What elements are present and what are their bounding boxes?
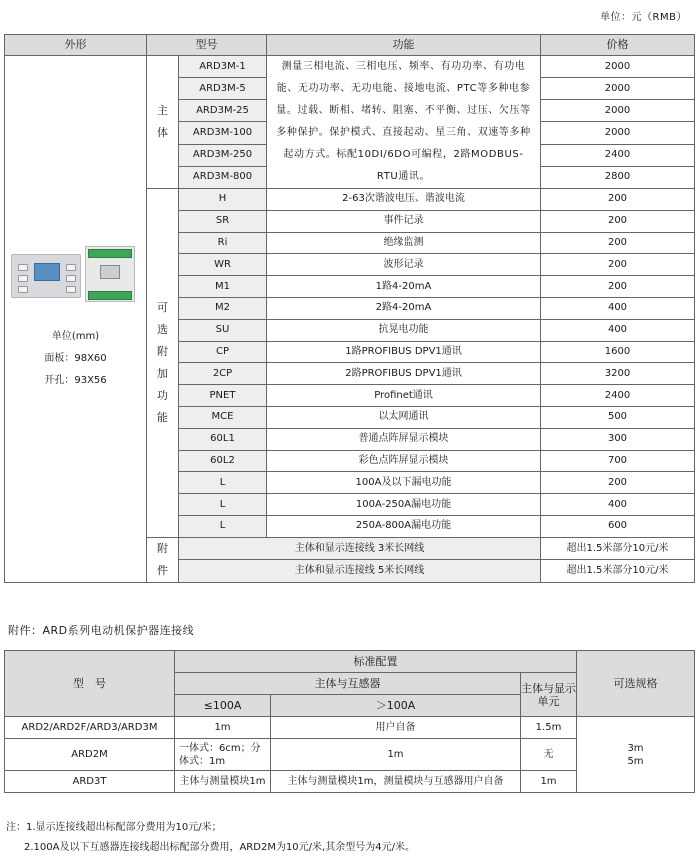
model-cell: PNET [179, 385, 267, 407]
function-cell: 1路4-20mA [267, 276, 541, 298]
cable-model: ARD2/ARD2F/ARD3/ARD3M [5, 717, 175, 739]
model-cell: ARD3M-800 [179, 166, 267, 188]
cable-header-gt100: ＞100A [271, 695, 521, 717]
price-cell: 200 [541, 210, 695, 232]
vertical-label-text: 可选附加功能 [157, 300, 168, 424]
price-cell: 200 [541, 189, 695, 211]
model-cell: ARD3M-25 [179, 100, 267, 122]
function-cell: Profinet通讯 [267, 385, 541, 407]
price-cell: 1600 [541, 341, 695, 363]
model-cell: SR [179, 210, 267, 232]
model-cell: WR [179, 254, 267, 276]
model-cell: 60L2 [179, 450, 267, 472]
model-cell: L [179, 472, 267, 494]
cable-model: ARD2M [5, 739, 175, 771]
price-cell: 2000 [541, 100, 695, 122]
function-cell: 以太网通讯 [267, 406, 541, 428]
optional-functions-label [147, 189, 179, 538]
table-row [5, 56, 695, 78]
note-1: 注：1.显示连接线超出标配部分费用为10元/米； [6, 822, 222, 833]
price-cell: 2400 [541, 385, 695, 407]
price-cell: 400 [541, 319, 695, 341]
price-cell: 3200 [541, 363, 695, 385]
price-cell: 2400 [541, 144, 695, 166]
model-cell: ARD3M-1 [179, 56, 267, 78]
price-cell: 超出1.5米部分10元/米 [541, 537, 695, 560]
function-cell: 2路4-20mA [267, 297, 541, 319]
price-cell: 200 [541, 276, 695, 298]
header-function: 功能 [267, 35, 541, 56]
product-image [11, 246, 141, 302]
header-price: 价格 [541, 35, 695, 56]
cable-optional-specs [577, 717, 695, 793]
main-function-description: 测量三相电流、三相电压、频率、有功功率、有功电能、无功功率、无功电能、接地电流、PTC等多种电参量。过载、断相、堵转、阻塞、不平衡、过压、欠压等多种保护。保护模式、直接起动、星三角、双速等多种起动方式。标配10DI/6DO可编程，2路MODBUS-RTU通讯。 [267, 56, 541, 189]
cutout-size: 开孔：93X56 [44, 374, 107, 386]
price-cell: 2000 [541, 78, 695, 100]
price-cell: 300 [541, 428, 695, 450]
model-cell: L [179, 515, 267, 537]
dimension-unit: 单位(mm) [51, 330, 100, 342]
note-2: 2.100A及以下互感器连接线超出标配部分费用，ARD2M为10元/米,其余型号为4元/米。 [24, 842, 415, 853]
model-cell: CP [179, 341, 267, 363]
cable-header-model: 型 号 [5, 651, 175, 717]
price-cell: 200 [541, 232, 695, 254]
accessory-description: 主体和显示连接线 3米长网线 [179, 537, 541, 560]
function-cell: 100A-250A漏电功能 [267, 494, 541, 516]
vertical-label-text: 主体 [157, 104, 168, 139]
price-cell: 2000 [541, 122, 695, 144]
model-cell: 2CP [179, 363, 267, 385]
price-cell: 500 [541, 406, 695, 428]
price-cell: 600 [541, 515, 695, 537]
unit-note: 单位：元（RMB） [600, 12, 687, 23]
model-cell: Ri [179, 232, 267, 254]
accessory-description: 主体和显示连接线 5米长网线 [179, 560, 541, 583]
model-cell: H [179, 189, 267, 211]
cable-optional-value: 5m [627, 755, 644, 767]
function-cell: 250A-800A漏电功能 [267, 515, 541, 537]
price-cell: 超出1.5米部分10元/米 [541, 560, 695, 583]
function-cell: 1路PROFIBUS DPV1通讯 [267, 341, 541, 363]
price-table-header [5, 35, 695, 56]
header-model: 型号 [147, 35, 267, 56]
model-cell: M1 [179, 276, 267, 298]
main-body-label [147, 56, 179, 189]
function-cell: 2-63次谐波电压、谐波电流 [267, 189, 541, 211]
function-cell: 绝缘监测 [267, 232, 541, 254]
cable-optional-value: 3m [627, 742, 644, 754]
cable-le100: 一体式：6cm；分体式：1m [175, 739, 271, 771]
price-cell: 400 [541, 297, 695, 319]
cable-gt100: 1m [271, 739, 521, 771]
cable-gt100: 主体与测量模块1m，测量模块与互感器用户自备 [271, 771, 521, 793]
price-cell: 2000 [541, 56, 695, 78]
cable-model: ARD3T [5, 771, 175, 793]
panel-size: 面板：98X60 [44, 352, 107, 364]
price-cell: 200 [541, 472, 695, 494]
cable-header-standard: 标准配置 [175, 651, 577, 673]
cable-display: 无 [521, 739, 577, 771]
model-cell: ARD3M-5 [179, 78, 267, 100]
model-cell: SU [179, 319, 267, 341]
model-cell: ARD3M-250 [179, 144, 267, 166]
cable-header-le100: ≤100A [175, 695, 271, 717]
cable-table [4, 650, 695, 793]
model-cell: M2 [179, 297, 267, 319]
cable-header-optional: 可选规格 [577, 651, 695, 717]
vertical-label-text: 附件 [157, 541, 168, 577]
function-cell: 波形记录 [267, 254, 541, 276]
function-cell: 100A及以下漏电功能 [267, 472, 541, 494]
cable-header-main-ct: 主体与互感器 [175, 673, 521, 695]
price-cell: 700 [541, 450, 695, 472]
function-cell: 普通点阵屏显示模块 [267, 428, 541, 450]
header-appearance: 外形 [5, 35, 147, 56]
model-cell: ARD3M-100 [179, 122, 267, 144]
price-cell: 400 [541, 494, 695, 516]
notes [6, 818, 415, 858]
cable-section-title: 附件：ARD系列电动机保护器连接线 [8, 624, 195, 637]
product-image-cell [5, 56, 147, 583]
accessory-label [147, 537, 179, 582]
price-cell: 2800 [541, 166, 695, 188]
cable-header-main-display: 主体与显示单元 [521, 673, 577, 717]
function-cell: 2路PROFIBUS DPV1通讯 [267, 363, 541, 385]
function-cell: 抗晃电功能 [267, 319, 541, 341]
display-panel-image [11, 254, 81, 298]
cable-display: 1.5m [521, 717, 577, 739]
function-cell: 事件记录 [267, 210, 541, 232]
table-row [5, 717, 695, 739]
price-table [4, 34, 695, 583]
cable-gt100: 用户自备 [271, 717, 521, 739]
model-cell: 60L1 [179, 428, 267, 450]
function-cell: 彩色点阵屏显示模块 [267, 450, 541, 472]
price-cell: 200 [541, 254, 695, 276]
model-cell: L [179, 494, 267, 516]
cable-display: 1m [521, 771, 577, 793]
cable-le100: 1m [175, 717, 271, 739]
cable-le100: 主体与测量模块1m [175, 771, 271, 793]
main-module-image [85, 246, 135, 302]
model-cell: MCE [179, 406, 267, 428]
